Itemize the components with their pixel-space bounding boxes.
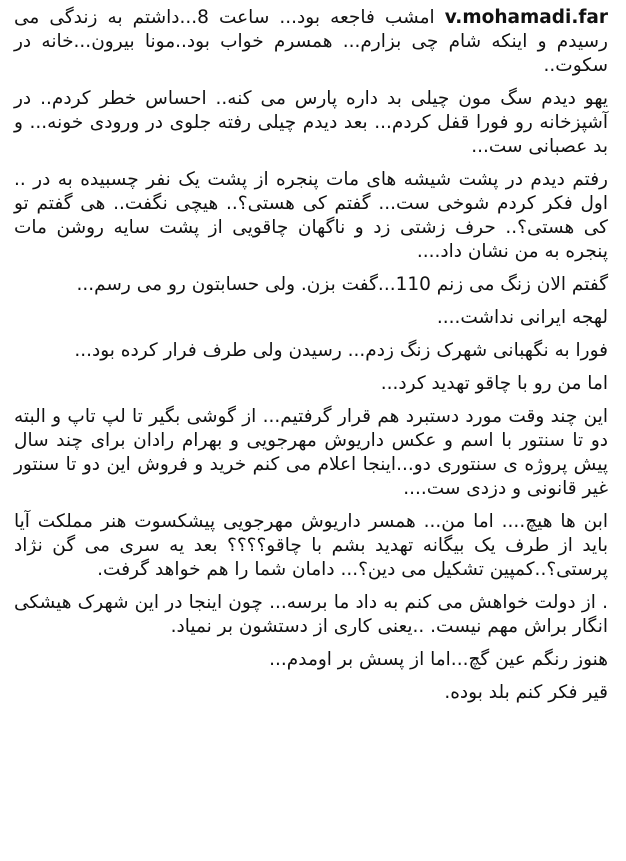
paragraph-12: قیر فکر کنم بلد بوده. xyxy=(444,682,608,703)
paragraph-11: هنوز رنگم عین گچ...اما از پسش بر اومدم... xyxy=(269,649,608,670)
paragraph-1-text: امشب فاجعه بود... ساعت 8...داشتم به زندگی می رسیدم و اینکه شام چی بزارم... همسرم خواب بود..مونا بیرون...خانه در سکوت.. xyxy=(14,7,608,76)
paragraph-4: گفتم الان زنگ می زنم 110...گفت بزن. ولی حسابتون رو می رسم... xyxy=(76,274,608,295)
paragraph-2: یهو دیدم سگ مون چیلی بد داره پارس می کنه.. احساس خطر کردم.. در آشپزخانه رو فورا قفل کردم... بعد دیدم چیلی رفته جلوی در ورودی خونه... و بد عصبانی ست... xyxy=(14,88,608,157)
paragraph-3: رفتم دیدم در پشت شیشه های مات پنجره از پشت یک نفر چسبیده به در .. اول فکر کردم شوخی ست... گفتم کی هستی؟.. هیچی نگفت.. هی گفتم تو کی هستی؟.. حرف زشتی زد و ناگهان چاقویی از پشت سایه روشن مات پنجره به من نشان داد.... xyxy=(14,169,608,262)
paragraph-6: فورا به نگهبانی شهرک زنگ زدم... رسیدن ولی طرف فرار کرده بود... xyxy=(74,340,608,361)
author-username[interactable]: v.mohamadi.far xyxy=(444,7,608,28)
paragraph-8: این چند وقت مورد دستبرد هم قرار گرفتیم... از گوشی بگیر تا لپ تاپ و البته دو تا سنتور با اسم و عکس داریوش مهرجویی و بهرام رادان برای چند سال پیش پروژه ی سنتوری دو...اینجا اعلام می کنم خرید و فروش این دو تا سنتور غیر قانونی و دزدی ست.... xyxy=(14,406,608,499)
paragraph-7: اما من رو با چاقو تهدید کرد... xyxy=(380,373,608,394)
paragraph-10: . از دولت خواهش می کنم به داد ما برسه... چون اینجا در این شهرک هیشکی انگار براش مهم نیست. ..یعنی کاری از دستشون بر نمیاد. xyxy=(14,592,608,637)
paragraph-9: ابن ها هیچ.... اما من... همسر داریوش مهرجویی پیشکسوت هنر مملکت آیا باید از طرف یک بیگانه تهدید بشم با چاقو؟؟؟؟ بعد یه سری می گن نژاد پرستی؟..کمپین تشکیل می دین؟... دامان شما را هم خواهد گرفت. xyxy=(14,511,608,580)
paragraph-1 xyxy=(14,6,608,78)
paragraph-5: لهجه ایرانی نداشت.... xyxy=(436,307,608,328)
